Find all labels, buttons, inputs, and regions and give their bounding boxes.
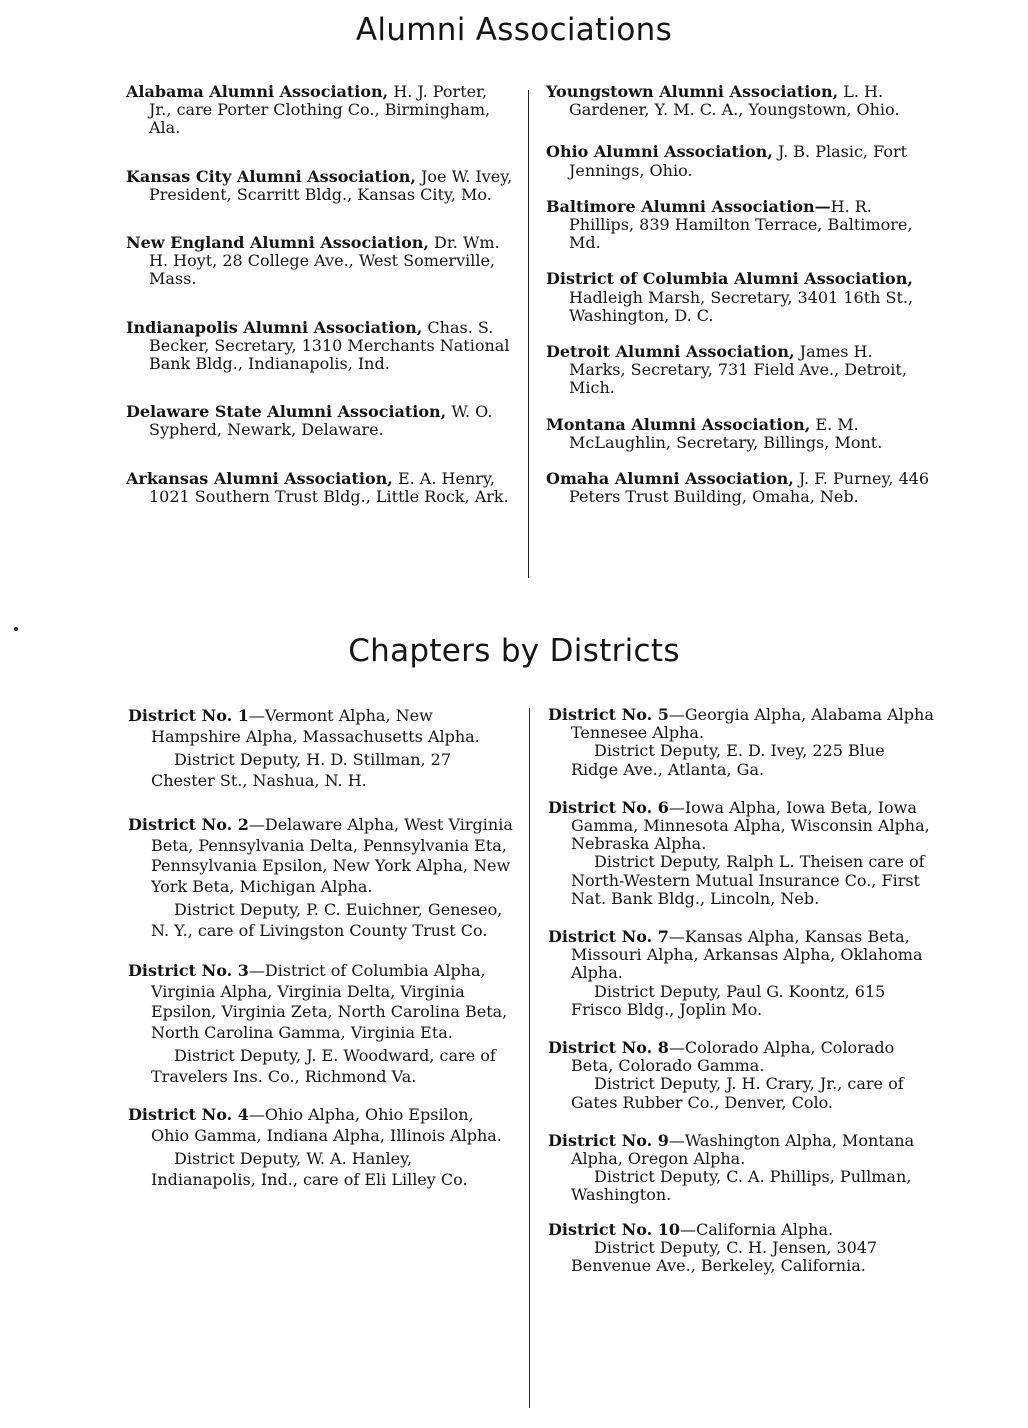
district-label: District No. 1 xyxy=(128,706,249,725)
association-name: Delaware State Alumni Association, xyxy=(126,402,447,422)
district-label: District No. 6 xyxy=(548,797,669,817)
district-deputy: District Deputy, J. H. Crary, Jr., care of Gates Rubber Co., Denver, Colo. xyxy=(571,1074,904,1112)
district-chapters xyxy=(128,815,516,897)
association-name: Montana Alumni Association, xyxy=(546,414,811,434)
association-name: New England Alumni Association, xyxy=(126,233,429,253)
district-deputy: District Deputy, C. H. Jensen, 3047 Benvenue Ave., Berkeley, California. xyxy=(571,1237,878,1276)
district-label: District No. 10 xyxy=(548,1219,680,1239)
district-chapters xyxy=(548,1132,936,1168)
district-chapter-list: —Vermont Alpha, New Hampshire Alpha, Massachusetts Alpha. xyxy=(151,706,480,746)
district-chapter-list: —Ohio Alpha, Ohio Epsilon, Ohio Gamma, Indiana Alpha, Illinois Alpha. xyxy=(151,1105,502,1145)
district-chapters xyxy=(548,706,936,742)
alumni-entry-new-england xyxy=(126,234,514,289)
district-label: District No. 2 xyxy=(128,815,249,834)
association-name: Alabama Alumni Association, xyxy=(126,82,389,101)
association-details: Hadleigh Marsh, Secretary, 3401 16th St., Washington, D. C. xyxy=(569,287,914,325)
association-details: Chas. S. Becker, Secretary, 1310 Merchants National Bank Bldg., Indianapolis, Ind. xyxy=(149,317,510,374)
district-entry-1 xyxy=(128,706,516,791)
district-deputy: District Deputy, H. D. Stillman, 27 Chester St., Nashua, N. H. xyxy=(151,750,452,790)
association-details: H. J. Porter, Jr., care Porter Clothing Co., Birmingham, Ala. xyxy=(149,82,491,138)
alumni-left-column xyxy=(126,83,514,506)
alumni-right-column xyxy=(546,83,934,506)
districts-right-column xyxy=(548,706,936,1275)
alumni-entry-kansas-city xyxy=(126,168,514,204)
district-label: District No. 7 xyxy=(548,927,669,947)
alumni-entry-montana xyxy=(546,416,934,452)
district-deputy: District Deputy, Paul G. Koontz, 615 Frisco Bldg., Joplin Mo. xyxy=(571,981,886,1019)
association-details: Joe W. Ivey, President, Scarritt Bldg., Kansas City, Mo. xyxy=(149,166,513,204)
association-name: Baltimore Alumni Association— xyxy=(546,196,831,216)
alumni-entry-omaha xyxy=(546,470,934,506)
district-chapter-list: —California Alpha. xyxy=(679,1219,834,1239)
association-details: E. M. McLaughlin, Secretary, Billings, Mont. xyxy=(569,414,883,452)
alumni-entry-indianapolis xyxy=(126,319,514,374)
district-chapter-list: —Washington Alpha, Montana Alpha, Oregon Alpha. xyxy=(571,1130,915,1169)
district-entry-3 xyxy=(128,961,516,1087)
alumni-entry-arkansas xyxy=(126,470,514,506)
association-name: Youngstown Alumni Association, xyxy=(546,82,839,101)
district-deputy: District Deputy, Ralph L. Theisen care of North-Western Mutual Insurance Co., First Nat. Bank Bldg., Lincoln, Neb. xyxy=(571,852,925,908)
district-chapter-list: —Kansas Alpha, Kansas Beta, Missouri Alpha, Arkansas Alpha, Oklahoma Alpha. xyxy=(571,927,923,983)
association-details: Dr. Wm. H. Hoyt, 28 College Ave., West Somerville, Mass. xyxy=(149,233,500,289)
district-label: District No. 8 xyxy=(548,1038,669,1058)
alumni-entry-detroit xyxy=(546,343,934,398)
alumni-heading: Alumni Associations xyxy=(355,12,673,48)
association-details: J. F. Purney, 446 Peters Trust Building, Omaha, Neb. xyxy=(569,469,930,507)
association-name: Omaha Alumni Association, xyxy=(546,469,794,489)
association-details: E. A. Henry, 1021 Southern Trust Bldg., Little Rock, Ark. xyxy=(149,468,509,506)
district-entry-4 xyxy=(128,1105,516,1190)
district-entry-7 xyxy=(548,928,936,1019)
district-entry-8 xyxy=(548,1039,936,1112)
association-details: James H. Marks, Secretary, 731 Field Ave., Detroit, Mich. xyxy=(569,342,907,398)
district-chapter-list: —Delaware Alpha, West Virginia Beta, Pennsylvania Delta, Pennsylvania Eta, Pennsylvania Epsilon, New York Alpha, New York Beta, Michigan Alpha. xyxy=(151,815,513,896)
association-details: J. B. Plasic, Fort Jennings, Ohio. xyxy=(569,142,908,180)
district-chapter-list: —Iowa Alpha, Iowa Beta, Iowa Gamma, Minnesota Alpha, Wisconsin Alpha, Nebraska Alpha. xyxy=(571,797,930,854)
association-name: Detroit Alumni Association, xyxy=(546,342,795,362)
alumni-entry-ohio xyxy=(546,143,934,179)
district-label: District No. 4 xyxy=(128,1105,249,1124)
district-entry-6 xyxy=(548,799,936,908)
district-deputy: District Deputy, C. A. Phillips, Pullman, Washington. xyxy=(571,1167,912,1205)
district-label: District No. 5 xyxy=(548,705,669,724)
district-chapters xyxy=(128,1105,516,1146)
district-label: District No. 9 xyxy=(548,1130,669,1150)
print-speck xyxy=(14,627,18,631)
alumni-entry-delaware xyxy=(126,403,514,439)
district-deputy: District Deputy, W. A. Hanley, Indianapolis, Ind., care of Eli Lilley Co. xyxy=(151,1149,468,1189)
association-details: W. O. Sypherd, Newark, Delaware. xyxy=(149,402,493,440)
district-entry-9 xyxy=(548,1132,936,1205)
district-deputy: District Deputy, E. D. Ivey, 225 Blue Ridge Ave., Atlanta, Ga. xyxy=(571,741,885,779)
alumni-entry-baltimore xyxy=(546,198,934,253)
district-entry-5 xyxy=(548,706,936,779)
association-details: L. H. Gardener, Y. M. C. A., Youngstown, Ohio. xyxy=(569,82,900,120)
association-name: District of Columbia Alumni Association, xyxy=(546,269,913,289)
district-chapters xyxy=(548,799,936,854)
districts-heading: Chapters by Districts xyxy=(348,633,680,669)
district-deputy: District Deputy, P. C. Euichner, Geneseo, N. Y., care of Livingston County Trust Co. xyxy=(151,900,503,940)
district-chapters xyxy=(128,961,516,1043)
alumni-entry-alabama xyxy=(126,83,514,138)
district-label: District No. 3 xyxy=(128,961,249,980)
alumni-column-divider xyxy=(528,90,529,578)
district-chapters xyxy=(128,706,516,747)
district-chapters xyxy=(548,1221,936,1239)
district-deputy: District Deputy, J. E. Woodward, care of Travelers Ins. Co., Richmond Va. xyxy=(151,1046,496,1086)
association-name: Ohio Alumni Association, xyxy=(546,142,773,162)
alumni-entry-district-of-columbia xyxy=(546,270,934,325)
district-chapter-list: —Georgia Alpha, Alabama Alpha Tennesee Alpha. xyxy=(571,705,934,743)
district-chapter-list: —District of Columbia Alpha, Virginia Alpha, Virginia Delta, Virginia Epsilon, Virginia Zeta, North Carolina Beta, North Carolina Gamma, Virginia Eta. xyxy=(151,961,508,1042)
association-name: Kansas City Alumni Association, xyxy=(126,166,416,186)
district-entry-10 xyxy=(548,1221,936,1276)
districts-column-divider xyxy=(529,708,530,1408)
alumni-entry-youngstown xyxy=(546,83,934,119)
district-chapters xyxy=(548,928,936,983)
districts-left-column xyxy=(128,706,516,1190)
association-details: H. R. Phillips, 839 Hamilton Terrace, Baltimore, Md. xyxy=(569,196,913,253)
district-chapters xyxy=(548,1039,936,1075)
district-chapter-list: —Colorado Alpha, Colorado Beta, Colorado Gamma. xyxy=(571,1038,895,1076)
association-name: Indianapolis Alumni Association, xyxy=(126,317,423,337)
district-entry-2 xyxy=(128,815,516,941)
association-name: Arkansas Alumni Association, xyxy=(126,468,393,488)
